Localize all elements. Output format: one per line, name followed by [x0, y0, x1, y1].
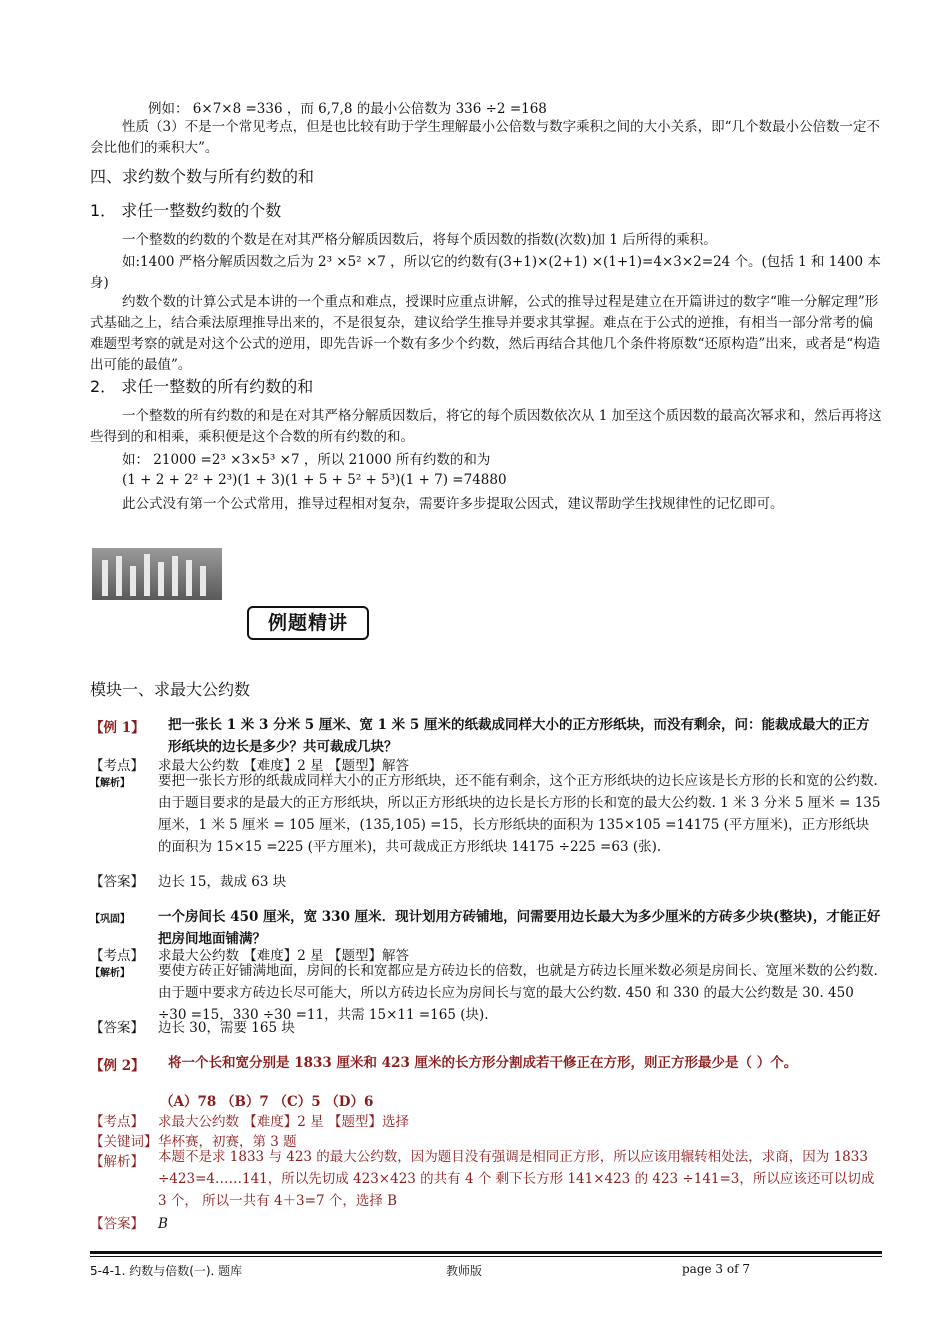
page-number: page 3 of 7	[682, 1262, 750, 1276]
jiexi: 要把一张长方形的纸裁成同样大小的正方形纸块，还不能有剩余，这个正方形纸块的边长应该是长方形的长和宽的公约数. 由于题目要求的是最大的正方形纸块，所以正方形纸块的边长是长方形的长和宽的最大公约数. 1 米 3 分米 5 厘米 = 135 厘米，1 米 5 厘米 = 105 厘米，(135,105) =15，长方形纸块的面积为 135×105 =14175 (平方厘米)，正方形纸块的面积为 15×15 =225 (平方厘米)，共可裁成正方形纸块 14175 ÷225 =63 (张).	[158, 773, 881, 855]
formula-line: 如： 21000 =2³ ×3×5³ ×7 ，所以 21000 所有约数的和为	[122, 452, 491, 468]
answer-label: 【答案】	[90, 1020, 144, 1036]
example-tag: 【巩固】	[90, 914, 130, 925]
footer-center: 教师版	[446, 1264, 483, 1278]
answer-label: 【答案】	[90, 1216, 144, 1232]
example-line: 例如： 6×7×8 =336 ，而 6,7,8 的最小公倍数为 336 ÷2 =168	[148, 101, 547, 117]
kaodian-label: 【考点】	[90, 948, 144, 964]
answer: B	[158, 1216, 168, 1232]
jiexi-label: 【解析】	[90, 968, 130, 979]
paragraph: 如:1400 严格分解质因数之后为 2³ ×5² ×7 ，所以它的约数有(3+1)×(2+1) ×(1+1)=4×3×2=24 个。(包括 1 和 1400 本身)	[90, 254, 881, 291]
section-title: 四、求约数个数与所有约数的和	[90, 167, 315, 186]
kaodian: 求最大公约数 【难度】2 星 【题型】解答	[158, 758, 409, 774]
paragraph: 此公式没有第一个公式常用，推导过程相对复杂，需要许多步提取公因式，建议帮助学生找规律性的记忆即可。	[122, 496, 784, 512]
subsection-title-2: 2． 求任一整数的所有约数的和	[90, 377, 314, 396]
jiexi-label: 【解析】	[90, 1154, 144, 1170]
question: 将一个长和宽分别是 1833 厘米和 423 厘米的长方形分割成若干修正在方形，则正方形最少是（ ）个。	[168, 1055, 798, 1071]
question: 一个房间长 450 厘米，宽 330 厘米．现计划用方砖铺地，问需要用边长最大为多少厘米的方砖多少块(整块)，才能正好把房间地面铺满？	[158, 909, 881, 947]
keyword-label: 【关键词】	[90, 1134, 158, 1150]
kaodian-label: 【考点】	[90, 758, 144, 774]
kaodian: 求最大公约数 【难度】2 星 【题型】解答	[158, 948, 409, 964]
jiexi: 要使方砖正好铺满地面，房间的长和宽都应是方砖边长的倍数，也就是方砖边长厘米数必须是房间长、宽厘米数的公约数. 由于题中要求方砖边长尽可能大，所以方砖边长应为房间长与宽的最大公约数. 450 和 330 的最大公约数是 30. 450 ÷30 =15，330 ÷30 =11，共需 15×11 =165 (块).	[158, 963, 878, 1023]
example-tag: 【例 1】	[90, 720, 145, 736]
keyword: 华杯赛，初赛，第 3 题	[158, 1134, 297, 1150]
formula: (1 + 2 + 2² + 2³)(1 + 3)(1 + 5 + 5² + 5³)(1 + 7) =74880	[122, 472, 507, 488]
paragraph: 一个整数的所有约数的和是在对其严格分解质因数后，将它的每个质因数依次从 1 加至这个质因数的最高次幂求和，然后再将这些得到的和相乘，乘积便是这个合数的所有约数的和。	[90, 408, 882, 445]
kaodian: 求最大公约数 【难度】2 星 【题型】选择	[158, 1114, 409, 1130]
answer-label: 【答案】	[90, 874, 144, 890]
question: 把一张长 1 米 3 分米 5 厘米、宽 1 米 5 厘米的纸裁成同样大小的正方形纸块，而没有剩余，问：能裁成最大的正方形纸块的边长是多少？共可裁成几块？	[168, 717, 870, 755]
books-banner-icon	[92, 548, 222, 600]
section-banner-label: 例题精讲	[247, 606, 369, 640]
paragraph: 约数个数的计算公式是本讲的一个重点和难点，授课时应重点讲解，公式的推导过程是建立在开篇讲过的数字“唯一分解定理”形式基础之上，结合乘法原理推导出来的，不是很复杂，建议给学生推导并要求其掌握。难点在于公式的逆推，有相当一部分常考的偏难题型考察的就是对这个公式的逆用，即先告诉一个数有多少个约数，然后再结合其他几个条件将原数“还原构造”出来，或者是“构造出可能的最值”。	[90, 294, 881, 373]
module-title: 模块一、求最大公约数	[90, 680, 251, 699]
subsection-title-1: 1． 求任一整数约数的个数	[90, 201, 282, 220]
answer: 边长 15，裁成 63 块	[158, 874, 287, 890]
footer-rule	[90, 1251, 882, 1254]
options: （A）78 （B）7 （C）5 （D）6	[160, 1094, 374, 1110]
example-tag: 【例 2】	[90, 1058, 145, 1074]
paragraph: 一个整数的约数的个数是在对其严格分解质因数后，将每个质因数的指数(次数)加 1 后所得的乘积。	[122, 232, 717, 248]
answer: 边长 30，需要 165 块	[158, 1020, 295, 1036]
jiexi: 本题不是求 1833 与 423 的最大公约数，因为题目没有强调是相同正方形，所以应该用辗转相处法，求商，因为 1833 ÷423=4……141，所以先切成 423×423 的共有 4 个 剩下长方形 141×423 的 423 ÷141=3，所以应该还可以切成 3 个， 所以一共有 4＋3=7 个，选择 B	[158, 1149, 875, 1209]
footer-rule	[90, 1256, 882, 1257]
footer-left: 5-4-1. 约数与倍数(一). 题库	[90, 1264, 243, 1278]
jiexi-label: 【解析】	[90, 778, 130, 789]
property-paragraph: 性质（3）不是一个常见考点，但是也比较有助于学生理解最小公倍数与数字乘积之间的大小关系，即“几个数最小公倍数一定不会比他们的乘积大”。	[90, 119, 880, 156]
kaodian-label: 【考点】	[90, 1114, 144, 1130]
